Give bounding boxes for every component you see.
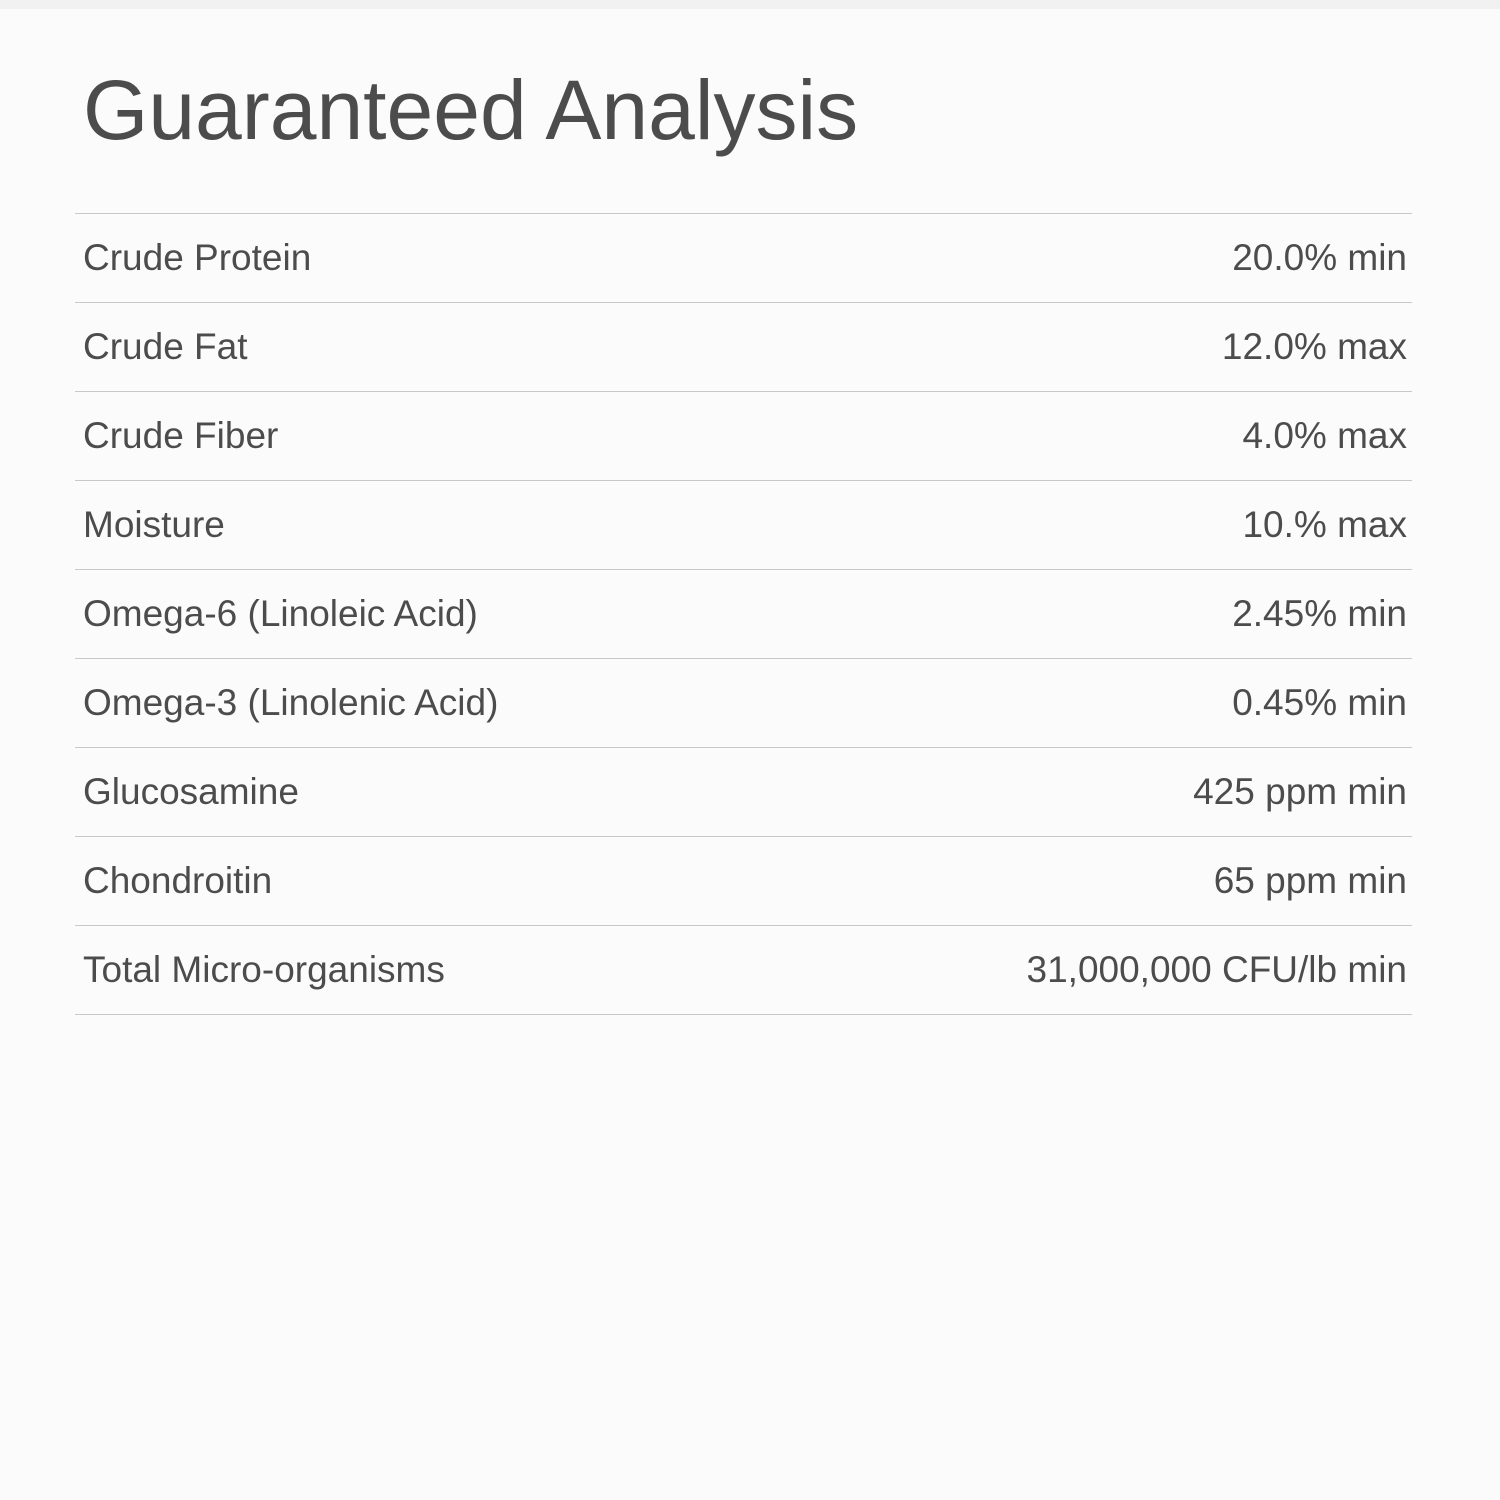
nutrient-label: Glucosamine	[83, 771, 299, 813]
nutrient-label: Crude Protein	[83, 237, 312, 279]
table-row	[75, 302, 1412, 391]
table-row	[75, 747, 1412, 836]
nutrient-label: Crude Fiber	[83, 415, 279, 457]
nutrient-label: Omega-6 (Linoleic Acid)	[83, 593, 478, 635]
nutrient-label: Chondroitin	[83, 860, 273, 902]
nutrient-value: 31,000,000 CFU/lb min	[1026, 949, 1407, 991]
table-row	[75, 480, 1412, 569]
nutrient-value: 425 ppm min	[1193, 771, 1407, 813]
nutrient-value: 10.% max	[1242, 504, 1407, 546]
table-row	[75, 391, 1412, 480]
table-row	[75, 836, 1412, 925]
nutrient-value: 12.0% max	[1221, 326, 1407, 368]
nutrient-value: 4.0% max	[1242, 415, 1407, 457]
nutrient-label: Moisture	[83, 504, 225, 546]
guaranteed-analysis-section	[75, 56, 1412, 1015]
nutrient-value: 0.45% min	[1232, 682, 1407, 724]
guaranteed-analysis-table	[75, 213, 1412, 1015]
table-row	[75, 569, 1412, 658]
table-row	[75, 213, 1412, 302]
table-row	[75, 925, 1412, 1015]
nutrient-value: 20.0% min	[1232, 237, 1407, 279]
nutrient-label: Total Micro-organisms	[83, 949, 445, 991]
section-title: Guaranteed Analysis	[83, 63, 859, 157]
table-row	[75, 658, 1412, 747]
top-edge-strip	[0, 0, 1500, 9]
nutrient-label: Crude Fat	[83, 326, 248, 368]
nutrient-label: Omega-3 (Linolenic Acid)	[83, 682, 499, 724]
nutrient-value: 2.45% min	[1232, 593, 1407, 635]
nutrient-value: 65 ppm min	[1213, 860, 1407, 902]
